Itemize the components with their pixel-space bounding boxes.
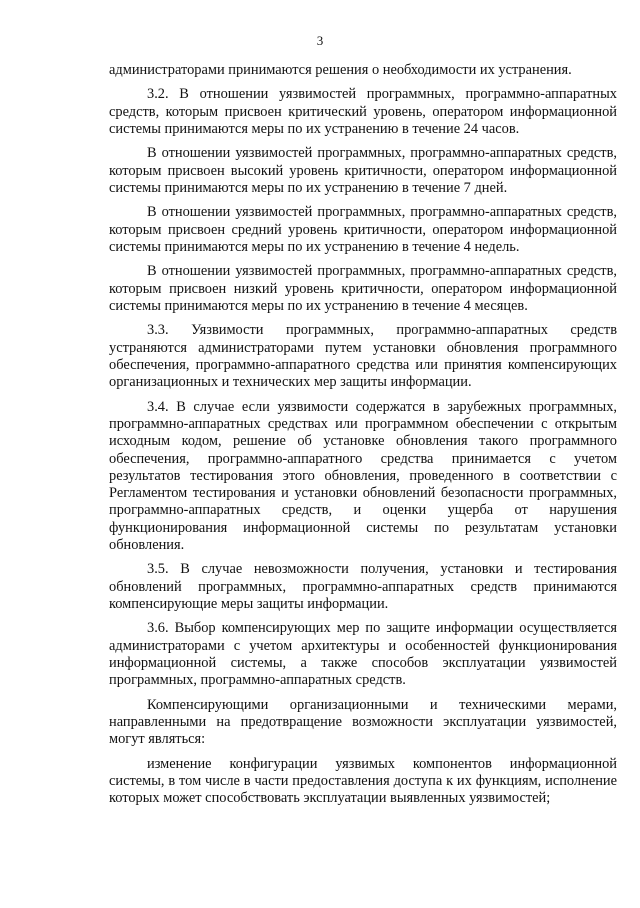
paragraph-configuration-change: изменение конфигурации уязвимых компонентов информационной системы, в том числе в части предоставления доступа к их функциям, исполнение которых может способствовать эксплуатации выявленных уязвимостей; [109, 755, 617, 807]
document-body [109, 62, 617, 815]
paragraph-medium-criticality: В отношении уязвимостей программных, программно-аппаратных средств, которым присвоен средний уровень критичности, оператором информационной системы принимаются меры по их устранению в течение 4 недель. [109, 204, 617, 255]
paragraph-compensating-measures: Компенсирующими организационными и техническими мерами, направленными на предотвращение возможности эксплуатации уязвимостей, могут являться: [109, 696, 617, 748]
paragraph-3-4: 3.4. В случае если уязвимости содержатся в зарубежных программных, программно-аппаратных средствах или программном обеспечении с открытым исходным кодом, решение об установке обновления такого программного обеспечения, программно-аппаратного средства принимается с учетом результатов тестирования этого обновления, проведенного в соответствии с Регламентом тестирования и установки обновлений безопасности программных, программно-аппаратных средств, и оценки ущерба от нарушения функционирования информационной системы по результатам установки обновления. [109, 398, 617, 553]
paragraph-high-criticality: В отношении уязвимостей программных, программно-аппаратных средств, которым присвоен высокий уровень критичности, оператором информационной системы принимаются меры по их устранению в течение 7 дней. [109, 145, 617, 196]
paragraph-low-criticality: В отношении уязвимостей программных, программно-аппаратных средств, которым присвоен низкий уровень критичности, оператором информационной системы принимаются меры по их устранению в течение 4 месяцев. [109, 263, 617, 314]
paragraph-3-2: 3.2. В отношении уязвимостей программных, программно-аппаратных средств, которым присвоен критический уровень, оператором информационной системы принимаются меры по их устранению в течение 24 часов. [109, 86, 617, 137]
paragraph-continuation: администраторами принимаются решения о необходимости их устранения. [109, 62, 572, 78]
paragraph-3-3: 3.3. Уязвимости программных, программно-аппаратных средств устраняются администраторами путем установки обновления программного обеспечения, программно-аппаратного средства или принятия компенсирующих организационных и технических мер защиты информации. [109, 322, 617, 391]
paragraph-3-5: 3.5. В случае невозможности получения, установки и тестирования обновлений программных, программно-аппаратных средств принимаются компенсирующие меры защиты информации. [109, 561, 617, 612]
paragraph-3-6: 3.6. Выбор компенсирующих мер по защите информации осуществляется администраторами с учетом архитектуры и особенностей функционирования информационной системы, а также способов эксплуатации уязвимостей программных, программно-аппаратных средств. [109, 620, 617, 689]
page-number: 3 [316, 33, 324, 48]
